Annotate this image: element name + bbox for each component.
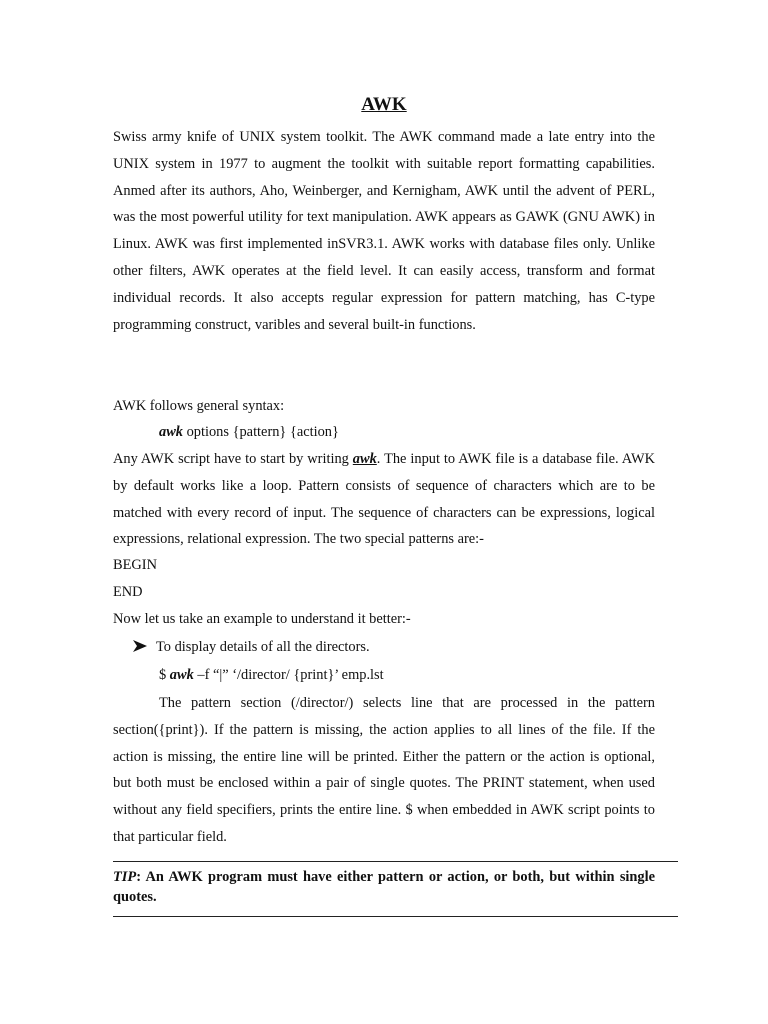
script-paragraph-before: Any AWK script have to start by writing bbox=[113, 451, 353, 467]
bullet-item bbox=[132, 637, 370, 657]
special-pattern-end: END bbox=[113, 584, 143, 600]
bullet-text: To display details of all the directors. bbox=[156, 639, 370, 655]
tip-bottom-divider bbox=[113, 916, 678, 917]
syntax-keyword: awk bbox=[159, 424, 183, 440]
intro-paragraph: Swiss army knife of UNIX system toolkit. The AWK command made a late entry into the UNIX system in 1977 to augment the toolkit with suitable report formatting capabilities. Anmed after its authors, Aho, Weinberger, and Kernigham, AWK until the advent of PERL, was the most powerful utility for text manipulation. AWK appears as GAWK (GNU AWK) in Linux. AWK was first implemented inSVR3.1. AWK works with database files only. Unlike other filters, AWK operates at the field level. It can easily access, transform and format individual records. It also accepts regular expression for pattern matching, has C-type programming construct, varibles and several built-in functions. bbox=[113, 129, 655, 333]
command-prefix: $ bbox=[159, 667, 170, 683]
explanation-paragraph: The pattern section (/director/) selects line that are processed in the pattern section({print}). If the pattern is missing, the action applies to all lines of the file. If the action is missing, the entire line will be printed. Either the pattern or the action is optional, but both must be enclosed within a pair of single quotes. The PRINT statement, when used without any field specifiers, prints the entire line. $ when embedded in AWK script points to that particular field. bbox=[113, 695, 655, 845]
tip-label: TIP bbox=[113, 869, 137, 885]
command-line bbox=[159, 665, 384, 685]
syntax-rest: options {pattern} {action} bbox=[183, 424, 339, 440]
syntax-line bbox=[159, 422, 339, 442]
script-paragraph-after: . The input to AWK file is a database file. AWK by default works like a loop. Pattern consists of sequence of characters which are to be matched with every record of input. The sequence of characters can be expressions, logical expressions, relational expression. The two special patterns are:- bbox=[113, 451, 655, 548]
page-title: AWK bbox=[361, 94, 407, 115]
command-rest: –f “|” ‘/director/ {print}’ emp.lst bbox=[193, 667, 384, 683]
syntax-intro: AWK follows general syntax: bbox=[113, 398, 285, 414]
command-keyword: awk bbox=[169, 667, 194, 683]
arrow-bullet-icon bbox=[132, 639, 148, 653]
example-intro: Now let us take an example to understand it better:- bbox=[113, 611, 411, 627]
tip-top-divider bbox=[113, 861, 678, 862]
script-paragraph bbox=[113, 446, 655, 553]
special-pattern-begin: BEGIN bbox=[113, 557, 157, 573]
tip-text: : An AWK program must have either pattern or action, or both, but within single quotes. bbox=[113, 869, 655, 905]
script-keyword: awk bbox=[352, 451, 377, 467]
tip-box bbox=[113, 867, 655, 907]
